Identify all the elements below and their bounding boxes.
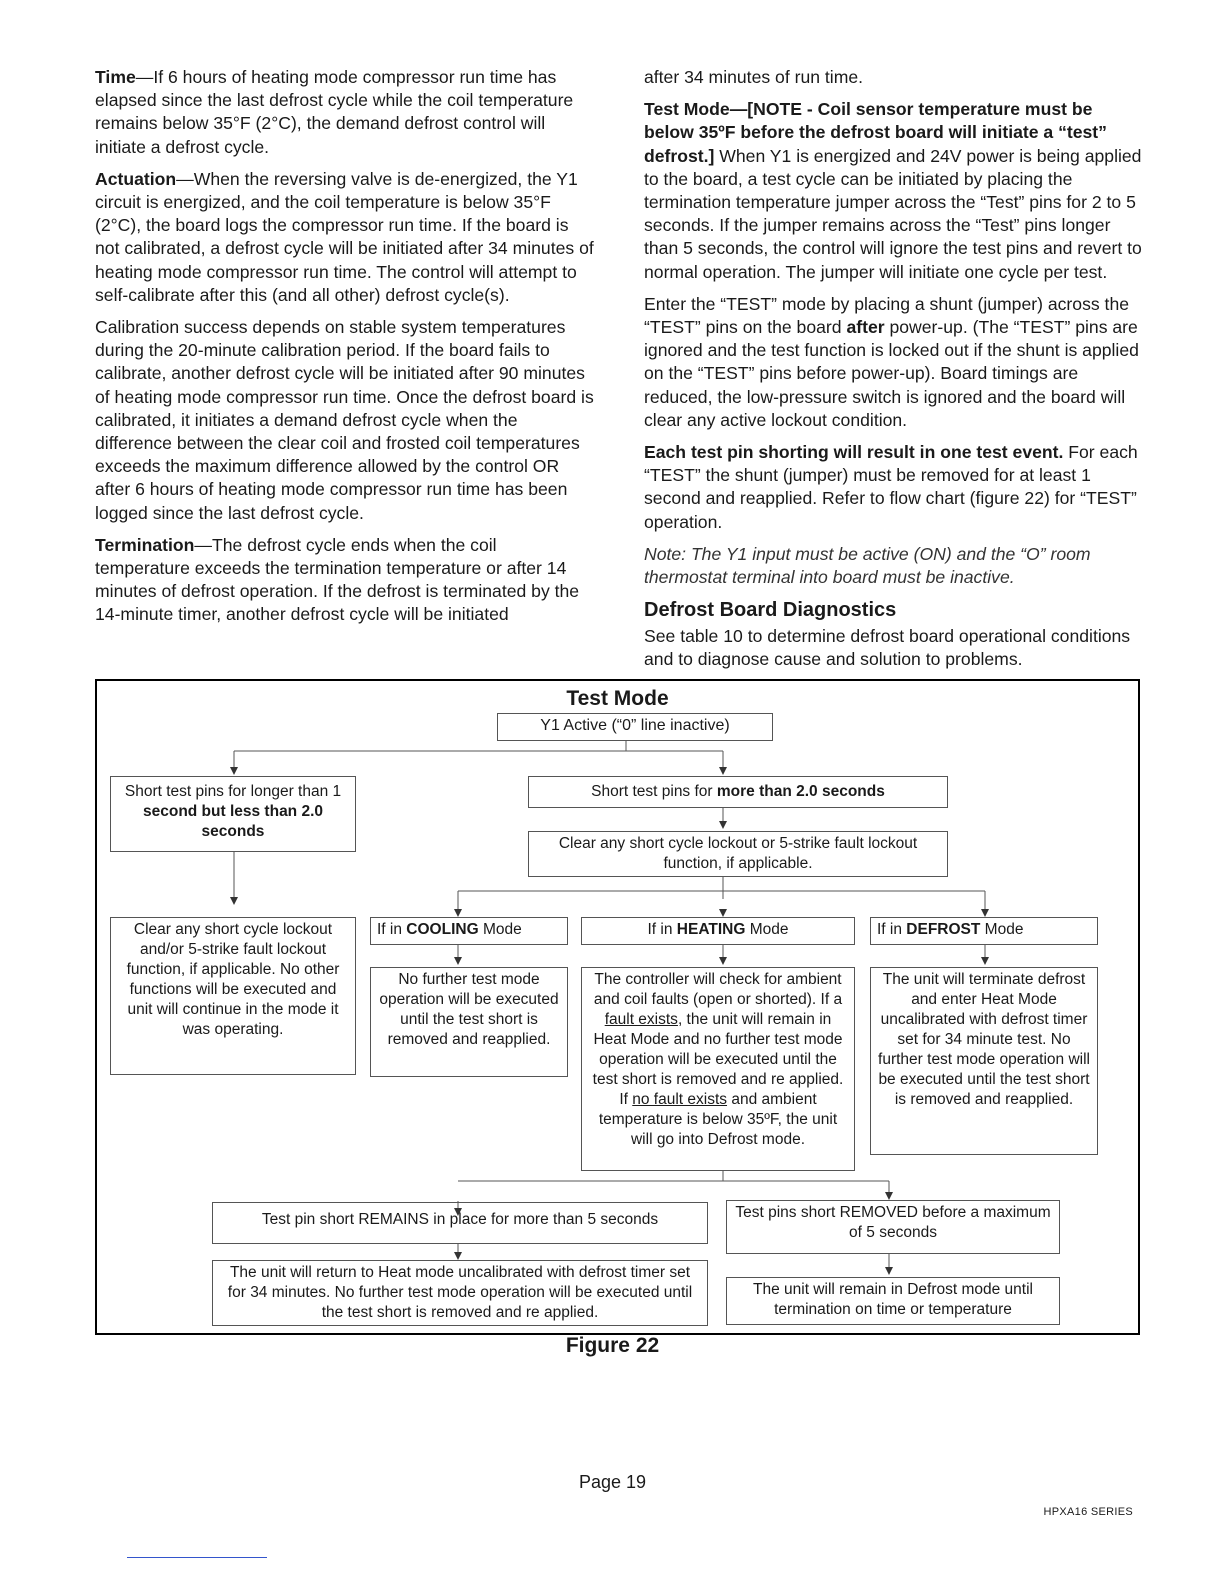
defrost-result-box <box>870 967 1098 1155</box>
figure-caption: Figure 22 <box>565 1334 660 1357</box>
cooling-mode-box <box>370 917 568 945</box>
termination-heading: Termination <box>95 534 195 555</box>
right-column <box>644 66 1142 681</box>
test-mode-paragraph <box>644 98 1142 284</box>
remain-defrost-text: The unit will remain in Defrost mode until termination on time or temperature <box>753 1281 1033 1318</box>
time-paragraph <box>95 66 595 159</box>
note-paragraph: Note: The Y1 input must be active (ON) and the “O” room thermostat terminal into board must be inactive. <box>644 543 1091 588</box>
short2-bold: more than 2.0 seconds <box>716 783 885 800</box>
test-mode-text: When Y1 is energized and 24V power is being applied to the board, a test cycle can be initiated by placing the termination temperature jumper across the “Test” pins for 2 to 5 seconds. If the jumper remains across the “Test” pins longer than 5 seconds, the control will ignore the test pins and revert to normal operation. The jumper will initiate one cycle per test. <box>644 145 1142 282</box>
short-pins-1-to-2-box <box>110 776 356 852</box>
actuation-heading: Actuation <box>95 168 177 189</box>
enter-text-bold: after <box>846 317 885 338</box>
enter-text-c: power-up. (The “TEST” pins are ignored and the test function is locked out if the shunt is applied on the “TEST” pins before power-up). Board timings are reduced, the low-pressure switch is ignored and the board will clear any active lockout condition. <box>644 317 1139 430</box>
heating-suffix: Mode <box>745 921 789 938</box>
return-heat-mode-box <box>212 1260 708 1326</box>
time-heading: Time <box>95 67 136 87</box>
defrost-prefix: If in <box>877 921 907 938</box>
return-heat-text: The unit will return to Heat mode uncalibrated with defrost timer set for 34 minutes. No further test mode operation will be executed until the test short is removed and re applied. <box>227 1264 693 1321</box>
heating-text-5: and ambient temperature is below 35ºF, the unit will go into Defrost mode. <box>598 1091 838 1148</box>
clear-lockout-text: Clear any short cycle lockout or 5-strike fault lockout function, if applicable. <box>558 835 918 872</box>
fault-exists-text: fault exists <box>604 1011 678 1028</box>
cooling-suffix: Mode <box>478 921 522 938</box>
short1-text: Short test pins for longer than 1 <box>124 783 342 800</box>
defrost-result-text: The unit will terminate defrost and enter Heat Mode uncalibrated with defrost timer set for 34 minute test. No further test mode operation will be executed until the test short is removed and reapplied. <box>878 971 1090 1108</box>
short-remains-text: Test pin short REMAINS in place for more than 5 seconds <box>261 1211 659 1228</box>
clear-any-text: Clear any short cycle lockout and/or 5-strike fault lockout function, if applicable. No other functions will be executed and unit will continue in the mode it was operating. <box>126 921 340 1038</box>
remain-defrost-box <box>726 1277 1060 1325</box>
y1-active-text: Y1 Active (“0” line inactive) <box>540 717 730 734</box>
calibration-paragraph: Calibration success depends on stable system temperatures during the 20-minute calibration period. If the board fails to calibrate, another defrost cycle will be initiated after 90 minutes of heating mode compressor run time. Once the defrost board is calibrated, it initiates a demand defrost cycle when the difference between the clear coil and frosted coil temperatures exceeds the maximum difference allowed by the control OR after 6 hours of heating mode compressor run time has been logged since the last defrost cycle. <box>95 317 594 523</box>
flowchart-title: Test Mode <box>566 687 669 710</box>
page-number: Page 19 <box>578 1472 647 1492</box>
cooling-result-text: No further test mode operation will be executed until the test short is removed and reapplied. <box>379 971 559 1048</box>
actuation-text: —When the reversing valve is de-energized, the Y1 circuit is energized, and the coil temperature is below 35°F (2°C), the board logs the compressor run time. If the board is not calibrated, a defrost cycle will be initiated after 34 minutes of heating mode compressor run time. The control will attempt to self-calibrate after this (and all other) defrost cycle(s). <box>95 168 594 305</box>
time-text: —If 6 hours of heating mode compressor run time has elapsed since the last defrost cycle while the coil temperature remains below 35°F (2°C), the demand defrost control will initiate a defrost cycle. <box>95 67 574 157</box>
left-column <box>95 66 595 636</box>
diagnostics-text: See table 10 to determine defrost board operational conditions and to diagnose cause and solution to problems. <box>644 626 1131 670</box>
short-removed-box <box>726 1200 1060 1254</box>
short1-bold: second but less than 2.0 seconds <box>142 803 324 840</box>
termination-paragraph <box>95 534 595 627</box>
no-fault-exists-text: no fault exists <box>632 1091 728 1108</box>
clear-lockout-box <box>528 831 948 877</box>
clear-any-lockout-box <box>110 917 356 1075</box>
short-remains-box <box>212 1202 708 1244</box>
cooling-prefix: If in <box>377 921 407 938</box>
short-pins-over-2-box <box>528 776 948 808</box>
heating-bold: HEATING <box>676 921 746 938</box>
heating-prefix: If in <box>647 921 677 938</box>
defrost-suffix: Mode <box>980 921 1024 938</box>
footer-rule <box>127 1557 267 1558</box>
diagnostics-heading: Defrost Board Diagnostics <box>644 599 897 622</box>
each-test-text: For each “TEST” the shunt (jumper) must be removed for at least 1 second and reapplied. Refer to flow chart (figure 22) for “TEST” operation. <box>644 442 1138 532</box>
continuation-text: after 34 minutes of run time. <box>644 67 864 87</box>
short-removed-text: Test pins short REMOVED before a maximum of 5 seconds <box>735 1204 1051 1241</box>
test-mode-heading: Test Mode—[NOTE - Coil sensor temperature must be below 35ºF before the defrost board will initiate a “test” defrost.] <box>644 99 1107 166</box>
actuation-paragraph <box>95 168 595 307</box>
enter-test-paragraph <box>644 293 1142 432</box>
series-label: HPXA16 SERIES <box>1043 1506 1133 1518</box>
cooling-result-box <box>370 967 568 1077</box>
each-test-paragraph <box>644 441 1142 534</box>
heating-mode-box <box>581 917 855 945</box>
termination-text: —The defrost cycle ends when the coil temperature exceeds the termination temperature or after 14 minutes of defrost operation. If the defrost is terminated by the 14-minute timer, another defrost cycle will be initiated <box>95 534 580 625</box>
enter-text-a: Enter the “TEST” mode by placing a shunt (jumper) across the “TEST” pins on the board <box>644 293 1130 338</box>
each-test-heading: Each test pin shorting will result in one test event. <box>644 442 1064 463</box>
heating-text-1: The controller will check for ambient and coil faults (open or shorted). If a <box>593 971 843 1008</box>
y1-active-box <box>497 713 773 741</box>
heating-result-box <box>581 967 855 1171</box>
short2-text: Short test pins for <box>591 783 717 800</box>
defrost-bold: DEFROST <box>906 921 981 938</box>
defrost-mode-box <box>870 917 1098 945</box>
cooling-bold: COOLING <box>406 921 479 938</box>
test-mode-flowchart <box>95 679 1140 1335</box>
heating-text-3: , the unit will remain in Heat Mode and no further test mode operation will be executed until the test short is removed and re applied. If <box>592 1011 844 1108</box>
